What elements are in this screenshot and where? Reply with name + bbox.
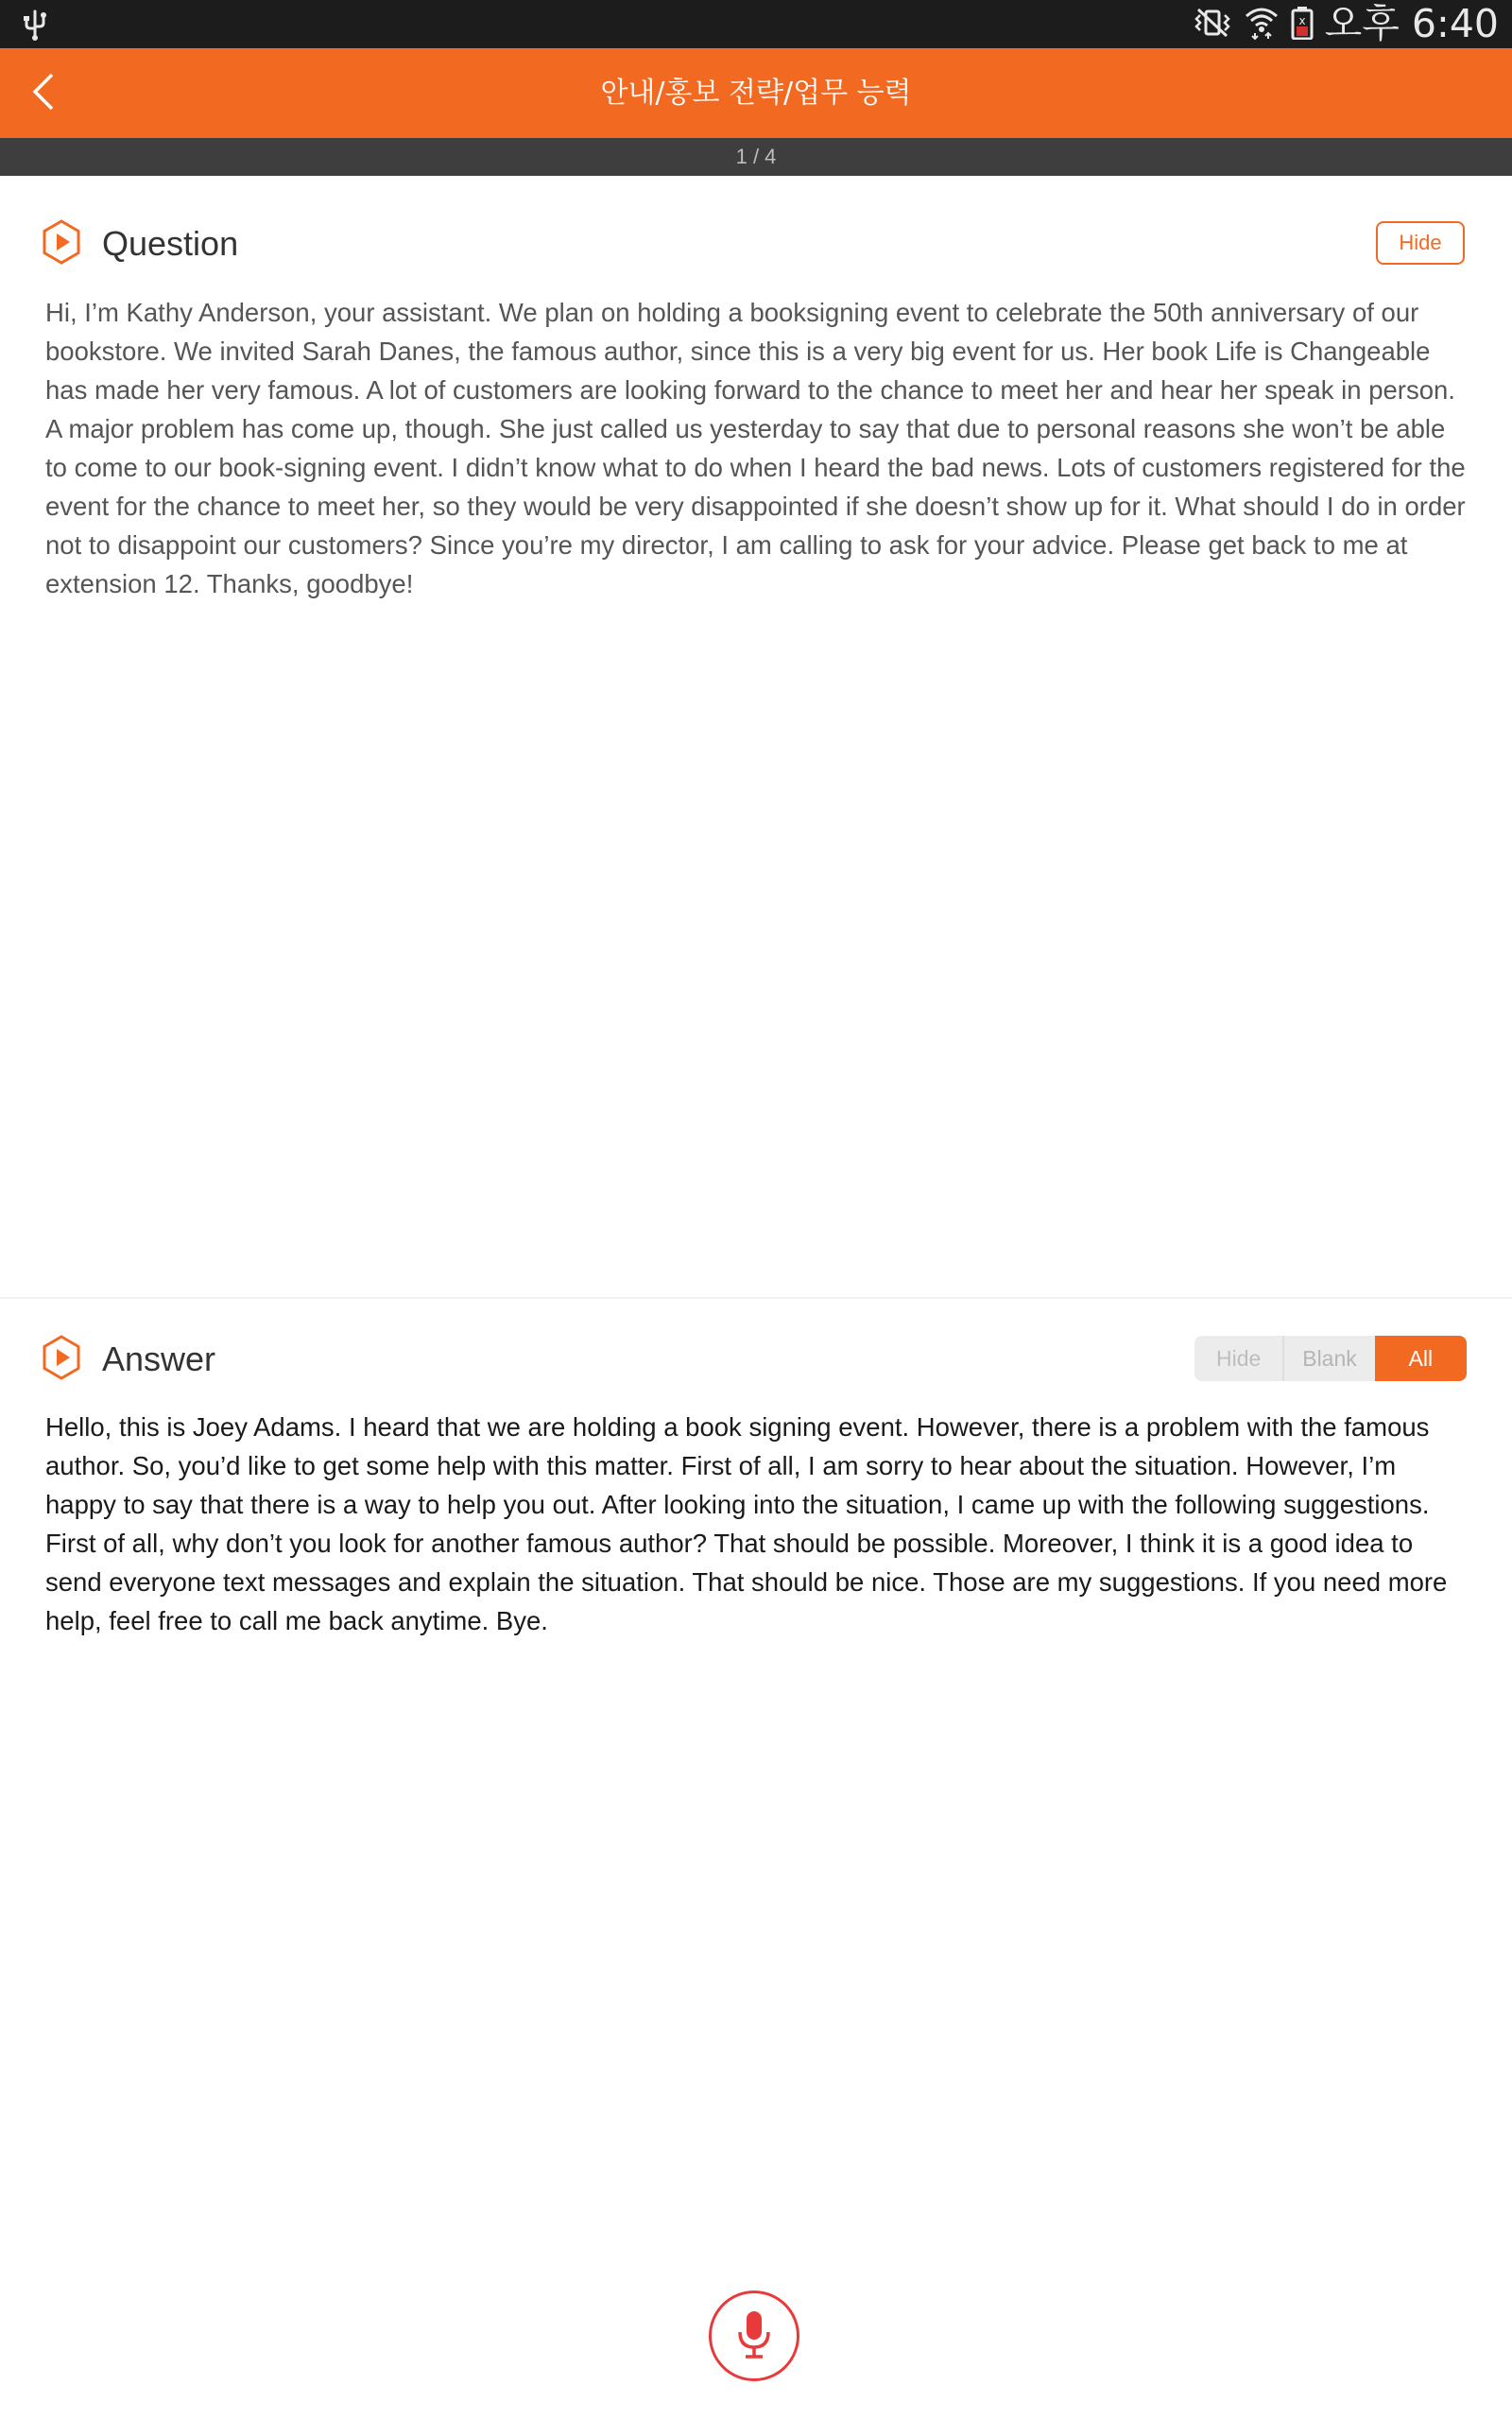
back-button[interactable]	[13, 61, 74, 126]
answer-heading: Answer	[102, 1340, 216, 1378]
question-text: Hi, I’m Kathy Anderson, your assistant. We plan on holding a booksigning event to celebrate the 50th anniversary of our bookstore. We invited Sarah Danes, the famous author, since this is a very big event for us. Her book Life is Changeable has made her very famous. A lot of customers are looking forward to the chance to meet her and hear her speak in person. A major problem has come up, though. She just called us yesterday to say that due to personal reasons she won’t be able to come to our book-signing event. I didn’t know what to do when I heard the bad news. Lots of customers registered for the event for the chance to meet her, so they would be very disappointed if she doesn’t show up for it. What should I do in order not to disappoint our customers? Since you’re my director, I am calling to ask for your advice. Please get back to me at extension 12. Thanks, goodbye!	[45, 298, 1466, 598]
answer-mode-hide[interactable]: Hide	[1194, 1336, 1284, 1381]
page-indicator: 1 / 4	[0, 138, 1512, 176]
status-indicators	[1193, 0, 1499, 48]
answer-mode-all[interactable]: All	[1375, 1336, 1467, 1381]
answer-header	[42, 1335, 215, 1384]
status-bar	[0, 0, 1512, 48]
status-time: 오후 6:40	[1324, 1, 1499, 46]
svg-text:x: x	[1298, 13, 1306, 27]
play-hexagon-icon[interactable]	[42, 1335, 81, 1384]
section-divider	[0, 1297, 1512, 1299]
usb-icon	[19, 8, 51, 42]
page-title: 안내/홍보 전략/업무 능력	[600, 77, 912, 110]
play-hexagon-icon[interactable]	[42, 219, 81, 268]
question-hide-button[interactable]: Hide	[1376, 221, 1465, 265]
chevron-left-icon	[29, 71, 58, 116]
wifi-icon	[1244, 5, 1280, 44]
app-bar	[0, 48, 1512, 138]
battery-icon	[1291, 6, 1314, 43]
question-heading: Question	[102, 224, 239, 263]
microphone-icon	[735, 2308, 773, 2364]
answer-mode-selector	[1194, 1336, 1467, 1381]
question-header	[42, 219, 238, 268]
record-button[interactable]	[709, 2290, 799, 2381]
answer-mode-blank[interactable]: Blank	[1284, 1336, 1374, 1381]
answer-text: Hello, this is Joey Adams. I heard that we are holding a book signing event. However, there is a problem with the famous author. So, you’d like to get some help with this matter. First of all, I am sorry to hear about the situation. However, I’m happy to say that there is a way to help you out. After looking into the situation, I came up with the following suggestions. First of all, why don’t you look for another famous author? That should be possible. Moreover, I think it is a good idea to send everyone text messages and explain the situation. That should be nice. Those are my suggestions. If you need more help, feel free to call me back anytime. Bye.	[45, 1412, 1448, 1635]
vibrate-icon	[1193, 6, 1232, 43]
